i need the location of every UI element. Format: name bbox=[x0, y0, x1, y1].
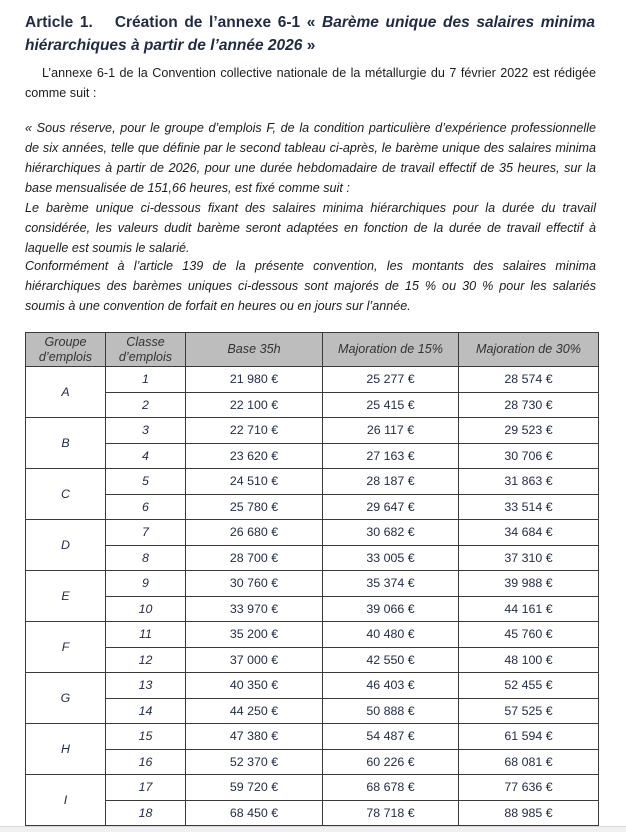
class-cell: 10 bbox=[106, 596, 186, 622]
majoration-30-cell: 28 574 € bbox=[459, 367, 599, 393]
class-cell: 3 bbox=[106, 418, 186, 444]
majoration-15-cell: 42 550 € bbox=[323, 647, 459, 673]
majoration-30-cell: 39 988 € bbox=[459, 571, 599, 597]
table-row bbox=[26, 749, 599, 775]
group-cell: B bbox=[26, 418, 106, 469]
group-cell: D bbox=[26, 520, 106, 571]
group-cell: F bbox=[26, 622, 106, 673]
article-title-close: » bbox=[302, 37, 316, 54]
bareme-paragraph: Le barème unique ci-dessous fixant des salaires minima hiérarchiques pour la durée du travail considérée, les valeurs dudit barème seront adaptées en fonction de la durée de travail effectif à laquelle est soumis le salarié. bbox=[25, 201, 596, 255]
base-35h-cell: 35 200 € bbox=[186, 622, 323, 648]
header-maj15: Majoration de 15% bbox=[323, 333, 459, 367]
intro-paragraph: L’annexe 6-1 de la Convention collective nationale de la métallurgie du 7 février 2022 est rédigée comme suit : bbox=[25, 66, 596, 100]
base-35h-cell: 40 350 € bbox=[186, 673, 323, 699]
base-35h-cell: 30 760 € bbox=[186, 571, 323, 597]
class-cell: 9 bbox=[106, 571, 186, 597]
class-cell: 17 bbox=[106, 775, 186, 801]
table-row bbox=[26, 571, 599, 597]
group-cell: G bbox=[26, 673, 106, 724]
base-35h-cell: 22 710 € bbox=[186, 418, 323, 444]
class-cell: 11 bbox=[106, 622, 186, 648]
base-35h-cell: 52 370 € bbox=[186, 749, 323, 775]
base-35h-cell: 26 680 € bbox=[186, 520, 323, 546]
class-cell: 16 bbox=[106, 749, 186, 775]
header-maj30: Majoration de 30% bbox=[459, 333, 599, 367]
majoration-15-cell: 46 403 € bbox=[323, 673, 459, 699]
majoration-30-cell: 33 514 € bbox=[459, 494, 599, 520]
majoration-30-cell: 44 161 € bbox=[459, 596, 599, 622]
majoration-15-cell: 29 647 € bbox=[323, 494, 459, 520]
table-row bbox=[26, 418, 599, 444]
article-heading bbox=[25, 11, 595, 57]
majoration-paragraph: Conformément à l’article 139 de la présente convention, les montants des salaires minima hiérarchiques des barèmes uniques ci-dessous sont majorés de 15 % ou 30 % pour les salariés soumis à une convention de forfait en heures ou en jours sur l’année. bbox=[25, 259, 596, 313]
table-header-row bbox=[26, 333, 599, 367]
majoration-15-cell: 26 117 € bbox=[323, 418, 459, 444]
majoration-30-cell: 30 706 € bbox=[459, 443, 599, 469]
class-cell: 5 bbox=[106, 469, 186, 495]
majoration-15-cell: 68 678 € bbox=[323, 775, 459, 801]
base-35h-cell: 68 450 € bbox=[186, 800, 323, 826]
class-cell: 15 bbox=[106, 724, 186, 750]
base-35h-cell: 24 510 € bbox=[186, 469, 323, 495]
article-number: Article 1. bbox=[25, 14, 93, 31]
class-cell: 12 bbox=[106, 647, 186, 673]
table-row bbox=[26, 367, 599, 393]
majoration-15-cell: 33 005 € bbox=[323, 545, 459, 571]
group-cell: E bbox=[26, 571, 106, 622]
table-row bbox=[26, 800, 599, 826]
majoration-15-cell: 39 066 € bbox=[323, 596, 459, 622]
majoration-15-cell: 50 888 € bbox=[323, 698, 459, 724]
class-cell: 2 bbox=[106, 392, 186, 418]
table-row bbox=[26, 647, 599, 673]
table-row bbox=[26, 724, 599, 750]
class-cell: 6 bbox=[106, 494, 186, 520]
class-cell: 18 bbox=[106, 800, 186, 826]
majoration-30-cell: 48 100 € bbox=[459, 647, 599, 673]
base-35h-cell: 25 780 € bbox=[186, 494, 323, 520]
table-row bbox=[26, 775, 599, 801]
viewer-bottom-edge bbox=[0, 826, 626, 832]
majoration-15-cell: 40 480 € bbox=[323, 622, 459, 648]
group-cell: I bbox=[26, 775, 106, 826]
base-35h-cell: 37 000 € bbox=[186, 647, 323, 673]
header-classe: Classe d’emplois bbox=[106, 333, 186, 367]
majoration-15-cell: 30 682 € bbox=[323, 520, 459, 546]
class-cell: 7 bbox=[106, 520, 186, 546]
base-35h-cell: 47 380 € bbox=[186, 724, 323, 750]
majoration-30-cell: 61 594 € bbox=[459, 724, 599, 750]
majoration-15-cell: 54 487 € bbox=[323, 724, 459, 750]
table-row bbox=[26, 520, 599, 546]
base-35h-cell: 21 980 € bbox=[186, 367, 323, 393]
majoration-15-cell: 78 718 € bbox=[323, 800, 459, 826]
group-cell: C bbox=[26, 469, 106, 520]
class-cell: 4 bbox=[106, 443, 186, 469]
majoration-30-cell: 28 730 € bbox=[459, 392, 599, 418]
majoration-30-cell: 68 081 € bbox=[459, 749, 599, 775]
base-35h-cell: 59 720 € bbox=[186, 775, 323, 801]
majoration-15-cell: 28 187 € bbox=[323, 469, 459, 495]
salary-table bbox=[25, 332, 599, 826]
base-35h-cell: 22 100 € bbox=[186, 392, 323, 418]
base-35h-cell: 28 700 € bbox=[186, 545, 323, 571]
table-row bbox=[26, 673, 599, 699]
majoration-30-cell: 57 525 € bbox=[459, 698, 599, 724]
table-body bbox=[26, 367, 599, 826]
majoration-15-cell: 60 226 € bbox=[323, 749, 459, 775]
article-title-plain: Création de l’annexe 6-1 « bbox=[114, 14, 323, 31]
group-cell: A bbox=[26, 367, 106, 418]
table-row bbox=[26, 545, 599, 571]
base-35h-cell: 33 970 € bbox=[186, 596, 323, 622]
table-row bbox=[26, 494, 599, 520]
majoration-15-cell: 35 374 € bbox=[323, 571, 459, 597]
majoration-30-cell: 29 523 € bbox=[459, 418, 599, 444]
class-cell: 14 bbox=[106, 698, 186, 724]
table-row bbox=[26, 443, 599, 469]
class-cell: 13 bbox=[106, 673, 186, 699]
majoration-15-cell: 25 277 € bbox=[323, 367, 459, 393]
table-row bbox=[26, 392, 599, 418]
table-row bbox=[26, 622, 599, 648]
article-title-italic: Barème unique des salaires minima hiérarchiques à partir de l’année 2026 bbox=[25, 14, 595, 54]
majoration-15-cell: 25 415 € bbox=[323, 392, 459, 418]
majoration-30-cell: 45 760 € bbox=[459, 622, 599, 648]
class-cell: 8 bbox=[106, 545, 186, 571]
base-35h-cell: 23 620 € bbox=[186, 443, 323, 469]
majoration-30-cell: 88 985 € bbox=[459, 800, 599, 826]
majoration-30-cell: 37 310 € bbox=[459, 545, 599, 571]
class-cell: 1 bbox=[106, 367, 186, 393]
majoration-30-cell: 31 863 € bbox=[459, 469, 599, 495]
majoration-30-cell: 34 684 € bbox=[459, 520, 599, 546]
majoration-30-cell: 52 455 € bbox=[459, 673, 599, 699]
majoration-30-cell: 77 636 € bbox=[459, 775, 599, 801]
table-row bbox=[26, 698, 599, 724]
table-row bbox=[26, 596, 599, 622]
reserve-paragraph: « Sous réserve, pour le groupe d’emplois F, de la condition particulière d’expérience professionnelle de six années, telle que définie par le second tableau ci-après, le barème unique des salaires minima hiérarchiques à partir de 2026, pour une durée hebdomadaire de travail effectif de 35 heures, sur la base mensualisée de 151,66 heures, est fixé comme suit : bbox=[25, 121, 596, 195]
majoration-15-cell: 27 163 € bbox=[323, 443, 459, 469]
base-35h-cell: 44 250 € bbox=[186, 698, 323, 724]
group-cell: H bbox=[26, 724, 106, 775]
header-groupe: Groupe d’emplois bbox=[26, 333, 106, 367]
header-base: Base 35h bbox=[186, 333, 323, 367]
table-row bbox=[26, 469, 599, 495]
